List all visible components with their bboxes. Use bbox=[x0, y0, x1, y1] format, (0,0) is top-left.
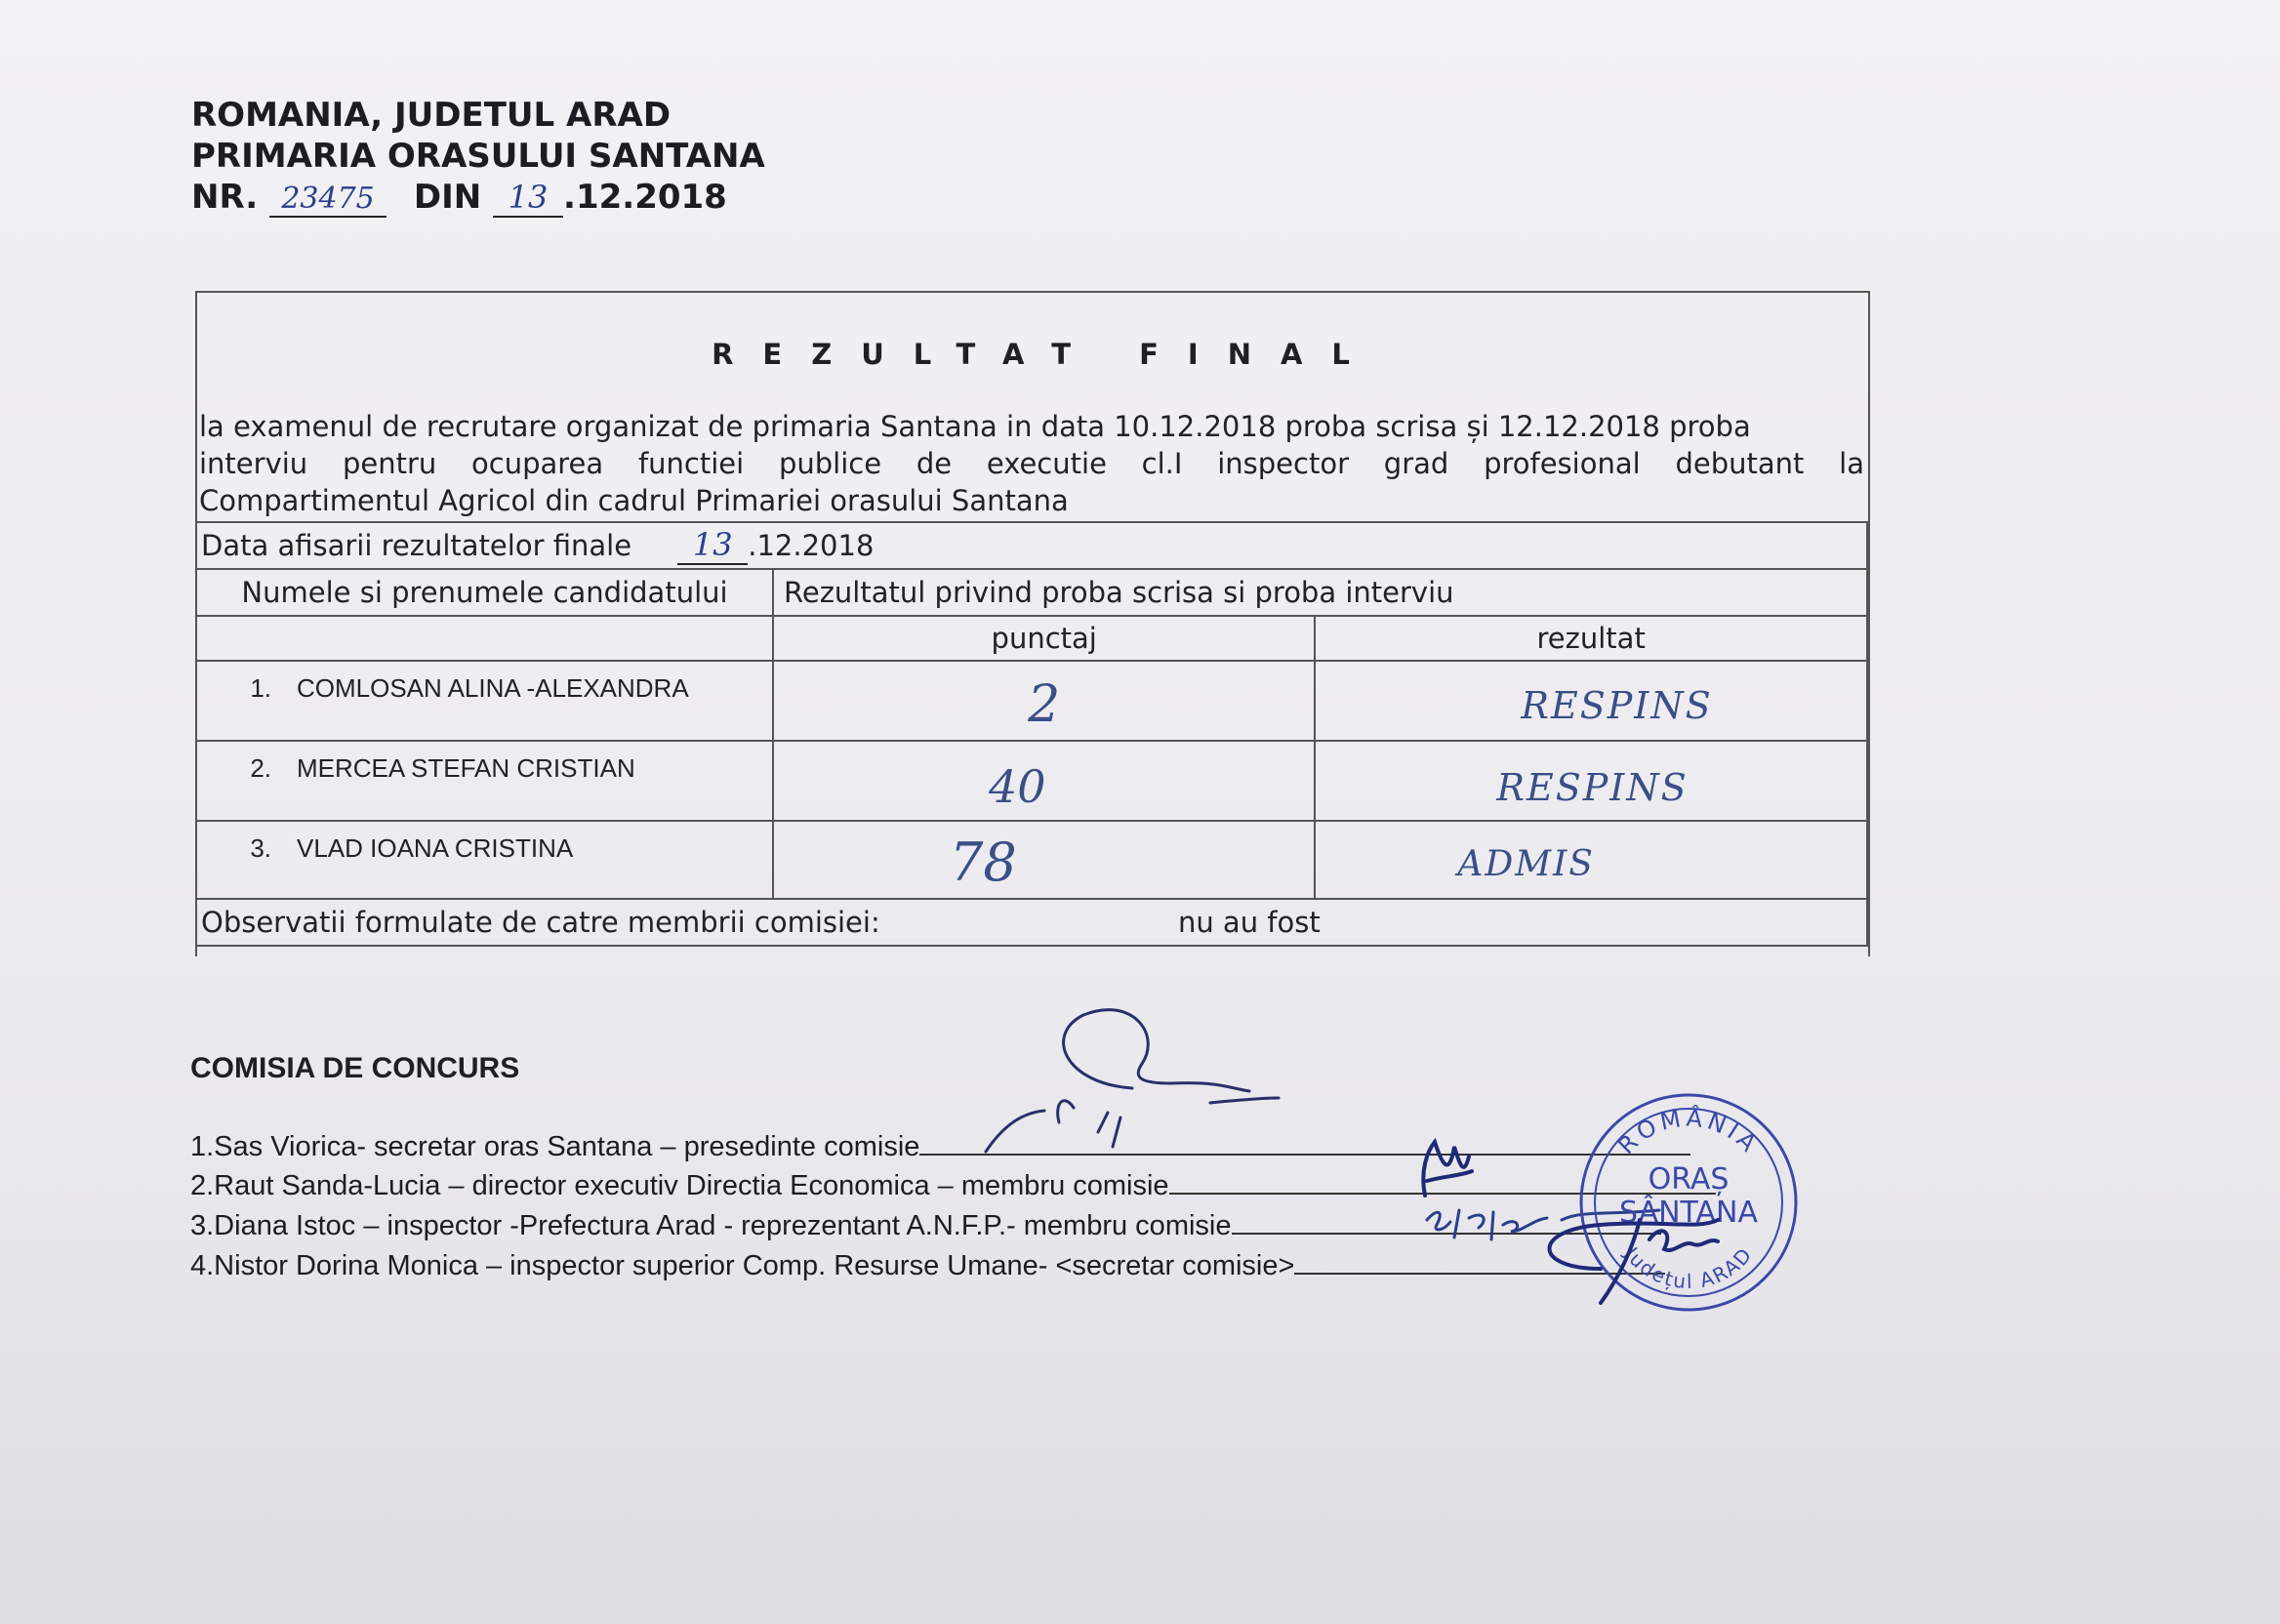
score-handwritten: 2 bbox=[773, 661, 1315, 741]
display-date-suffix: .12.2018 bbox=[748, 529, 875, 562]
score-handwritten: 78 bbox=[773, 821, 1315, 899]
result-handwritten: RESPINS bbox=[1315, 741, 1867, 821]
intro-line-1: la examenul de recrutare organizat de primaria Santana in data 10.12.2018 proba scrisa și 12.12.2018 proba bbox=[199, 410, 1751, 443]
result-handwritten: ADMIS bbox=[1315, 821, 1867, 899]
intro-line-2: interviu pentru ocuparea functiei publice de executie cl.I inspector grad profesional debutant la bbox=[199, 447, 1864, 480]
signature-2 bbox=[1423, 1142, 1472, 1196]
observations-label: Observatii formulate de catre membrii comisiei: bbox=[201, 906, 880, 939]
candidate-name: COMLOSAN ALINA -ALEXANDRA bbox=[297, 673, 689, 703]
row-number: 1. bbox=[250, 673, 271, 703]
stamp-bottom-text: Județul ARAD bbox=[1619, 1241, 1758, 1294]
header-town-hall: PRIMARIA ORASULUI SANTANA bbox=[191, 137, 765, 176]
display-date-day-handwritten: 13 bbox=[677, 526, 748, 565]
row-number: 3. bbox=[250, 833, 271, 863]
candidate-name: MERCEA STEFAN CRISTIAN bbox=[297, 753, 635, 783]
stamp-center-line-1: ORAȘ bbox=[1648, 1162, 1730, 1197]
col-header-score: punctaj bbox=[773, 616, 1315, 661]
score-handwritten: 40 bbox=[773, 741, 1315, 821]
member-text: 3.Diana Istoc – inspector -Prefectura Arad - reprezentant A.N.F.P.- membru comisie bbox=[190, 1210, 1232, 1241]
col-header-name: Numele si prenumele candidatului bbox=[196, 569, 773, 616]
display-date-label: Data afisarii rezultatelor finale bbox=[201, 529, 632, 562]
member-text: 1.Sas Viorica- secretar oras Santana – presedinte comisie bbox=[190, 1131, 920, 1162]
din-label: DIN bbox=[413, 178, 482, 217]
member-text: 4.Nistor Dorina Monica – inspector superior Comp. Resurse Umane- <secretar comisie> bbox=[190, 1250, 1295, 1281]
col-header-result-group: Rezultatul privind proba scrisa si proba interviu bbox=[773, 569, 1867, 616]
stamp-center-line-2: SÂNTANA bbox=[1618, 1196, 1759, 1230]
document-title: REZULTAT FINAL bbox=[712, 338, 1379, 371]
observations-value: nu au fost bbox=[1177, 906, 1321, 939]
signature-1 bbox=[986, 1010, 1279, 1152]
col-header-result: rezultat bbox=[1315, 616, 1867, 661]
date-suffix: .12.2018 bbox=[563, 178, 727, 217]
header-county: ROMANIA, JUDETUL ARAD bbox=[191, 96, 672, 135]
commission-heading: COMISIA DE CONCURS bbox=[190, 1052, 520, 1084]
member-text: 2.Raut Sanda-Lucia – director executiv Directia Economica – membru comisie bbox=[190, 1170, 1169, 1201]
day-value-handwritten: 13 bbox=[493, 179, 563, 218]
candidate-name: VLAD IOANA CRISTINA bbox=[297, 833, 574, 863]
row-number: 2. bbox=[250, 753, 271, 783]
stamp-text bbox=[1612, 1103, 1764, 1293]
nr-value-handwritten: 23475 bbox=[269, 182, 387, 218]
stamp-top-text: ROMÂNIA bbox=[1612, 1104, 1765, 1160]
intro-line-3: Compartimentul Agricol din cadrul Primariei orasului Santana bbox=[199, 484, 1069, 517]
result-handwritten: RESPINS bbox=[1315, 661, 1867, 741]
nr-label: NR. bbox=[191, 178, 259, 217]
